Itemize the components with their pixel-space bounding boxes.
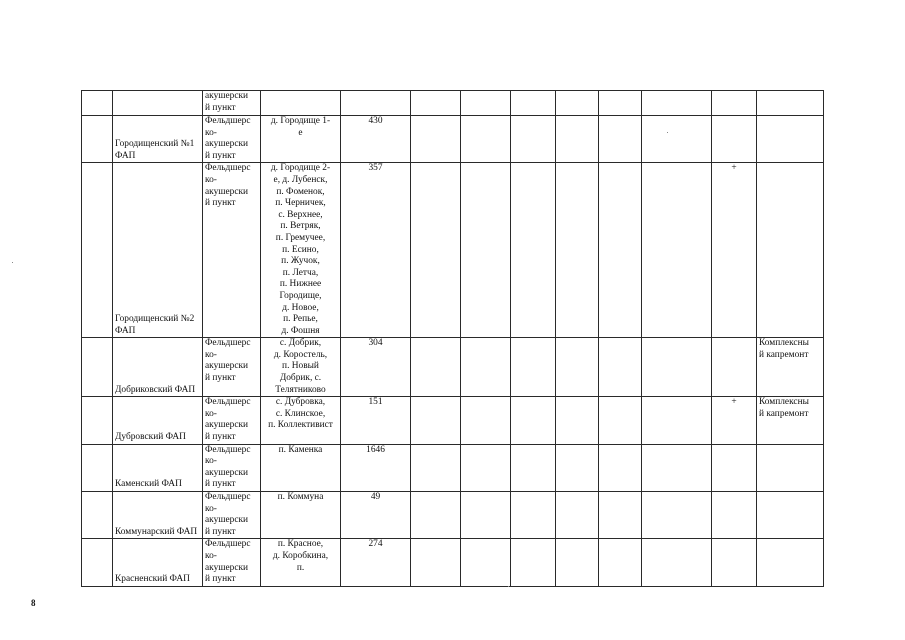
cell-empty	[511, 492, 556, 539]
cell-empty	[556, 397, 599, 444]
cell-note	[757, 163, 824, 338]
cell-empty	[556, 338, 599, 397]
cell-served-settlements: д. Городище 1- е	[261, 116, 341, 163]
cell-plus-mark	[712, 444, 757, 491]
cell-facility-name: Коммунарский ФАП	[113, 492, 203, 539]
cell-number	[82, 91, 113, 116]
cell-plus-mark	[712, 338, 757, 397]
cell-note	[757, 116, 824, 163]
cell-note	[757, 492, 824, 539]
cell-facility-type: Фельдшерс ко- акушерски й пункт	[203, 397, 261, 444]
table-row	[82, 492, 824, 539]
cell-facility-type: Фельдшерс ко- акушерски й пункт	[203, 444, 261, 491]
scan-speck	[667, 132, 668, 133]
table-row	[82, 539, 824, 586]
cell-facility-name: Каменский ФАП	[113, 444, 203, 491]
cell-empty	[642, 539, 712, 586]
cell-facility-type: акушерски й пункт	[203, 91, 261, 116]
cell-empty	[511, 444, 556, 491]
cell-empty	[642, 397, 712, 444]
cell-empty	[642, 338, 712, 397]
cell-empty	[599, 163, 642, 338]
facility-table	[81, 90, 824, 587]
cell-empty	[642, 116, 712, 163]
cell-empty	[599, 116, 642, 163]
table-body	[82, 91, 824, 587]
cell-empty	[511, 338, 556, 397]
cell-empty	[461, 338, 511, 397]
cell-number	[82, 397, 113, 444]
cell-note: Комплексны й капремонт	[757, 397, 824, 444]
cell-empty	[511, 397, 556, 444]
cell-note	[757, 444, 824, 491]
cell-served-settlements: д. Городище 2- е, д. Лубенск, п. Фоменок, п. Черничек, с. Верхнее, п. Ветряк, п. Гремучее, п. Есино, п. Жучок, п. Летча, п. Нижнее Городище, д. Новое, п. Репье, д. Фошня	[261, 163, 341, 338]
table-row	[82, 444, 824, 491]
table-row	[82, 91, 824, 116]
cell-empty	[599, 492, 642, 539]
cell-facility-type: Фельдшерс ко- акушерски й пункт	[203, 539, 261, 586]
cell-empty	[599, 539, 642, 586]
cell-number	[82, 444, 113, 491]
cell-empty	[556, 91, 599, 116]
cell-served-settlements: с. Дубровка, с. Клинское, п. Коллективист	[261, 397, 341, 444]
table-row	[82, 116, 824, 163]
cell-empty	[599, 397, 642, 444]
cell-served-settlements: п. Красное, д. Коробкина, п.	[261, 539, 341, 586]
cell-facility-name: Добриковский ФАП	[113, 338, 203, 397]
cell-empty	[461, 492, 511, 539]
cell-population: 430	[341, 116, 411, 163]
table-row	[82, 338, 824, 397]
cell-facility-name: Красненский ФАП	[113, 539, 203, 586]
cell-empty	[511, 91, 556, 116]
cell-served-settlements: п. Коммуна	[261, 492, 341, 539]
cell-empty	[511, 163, 556, 338]
cell-population: 151	[341, 397, 411, 444]
cell-plus-mark	[712, 539, 757, 586]
cell-facility-name: Городищенский №1 ФАП	[113, 116, 203, 163]
cell-empty	[461, 397, 511, 444]
cell-empty	[556, 444, 599, 491]
cell-served-settlements	[261, 91, 341, 116]
cell-empty	[511, 116, 556, 163]
cell-served-settlements: п. Каменка	[261, 444, 341, 491]
cell-empty	[511, 539, 556, 586]
cell-empty	[411, 338, 461, 397]
cell-served-settlements: с. Добрик, д. Коростель, п. Новый Добрик, с. Телятниково	[261, 338, 341, 397]
cell-empty	[411, 91, 461, 116]
cell-empty	[461, 116, 511, 163]
cell-facility-type: Фельдшерс ко- акушерски й пункт	[203, 338, 261, 397]
page-number: 8	[31, 598, 36, 608]
cell-empty	[411, 539, 461, 586]
cell-empty	[411, 397, 461, 444]
cell-empty	[461, 539, 511, 586]
table-row	[82, 397, 824, 444]
cell-population: 357	[341, 163, 411, 338]
cell-population	[341, 91, 411, 116]
cell-facility-name	[113, 91, 203, 116]
cell-empty	[642, 91, 712, 116]
scan-speck	[508, 586, 509, 587]
cell-empty	[556, 116, 599, 163]
cell-empty	[599, 444, 642, 491]
cell-empty	[411, 492, 461, 539]
cell-population: 274	[341, 539, 411, 586]
cell-facility-name: Городищенский №2 ФАП	[113, 163, 203, 338]
cell-population: 304	[341, 338, 411, 397]
cell-plus-mark: +	[712, 397, 757, 444]
cell-number	[82, 492, 113, 539]
cell-plus-mark: +	[712, 163, 757, 338]
cell-number	[82, 338, 113, 397]
cell-empty	[461, 91, 511, 116]
scan-speck	[12, 262, 13, 263]
cell-facility-type: Фельдшерс ко- акушерски й пункт	[203, 116, 261, 163]
cell-empty	[599, 338, 642, 397]
cell-population: 49	[341, 492, 411, 539]
cell-number	[82, 116, 113, 163]
cell-empty	[556, 492, 599, 539]
cell-plus-mark	[712, 91, 757, 116]
cell-empty	[599, 91, 642, 116]
cell-note	[757, 539, 824, 586]
cell-empty	[411, 116, 461, 163]
cell-facility-name: Дубровский ФАП	[113, 397, 203, 444]
cell-plus-mark	[712, 116, 757, 163]
cell-population: 1646	[341, 444, 411, 491]
cell-empty	[642, 444, 712, 491]
cell-note	[757, 91, 824, 116]
cell-facility-type: Фельдшерс ко- акушерски й пункт	[203, 163, 261, 338]
table-row	[82, 163, 824, 338]
cell-note: Комплексны й капремонт	[757, 338, 824, 397]
cell-empty	[642, 163, 712, 338]
cell-empty	[556, 539, 599, 586]
cell-empty	[411, 163, 461, 338]
cell-plus-mark	[712, 492, 757, 539]
cell-number	[82, 539, 113, 586]
cell-empty	[461, 163, 511, 338]
cell-empty	[411, 444, 461, 491]
cell-empty	[642, 492, 712, 539]
cell-facility-type: Фельдшерс ко- акушерски й пункт	[203, 492, 261, 539]
cell-number	[82, 163, 113, 338]
cell-empty	[461, 444, 511, 491]
cell-empty	[556, 163, 599, 338]
